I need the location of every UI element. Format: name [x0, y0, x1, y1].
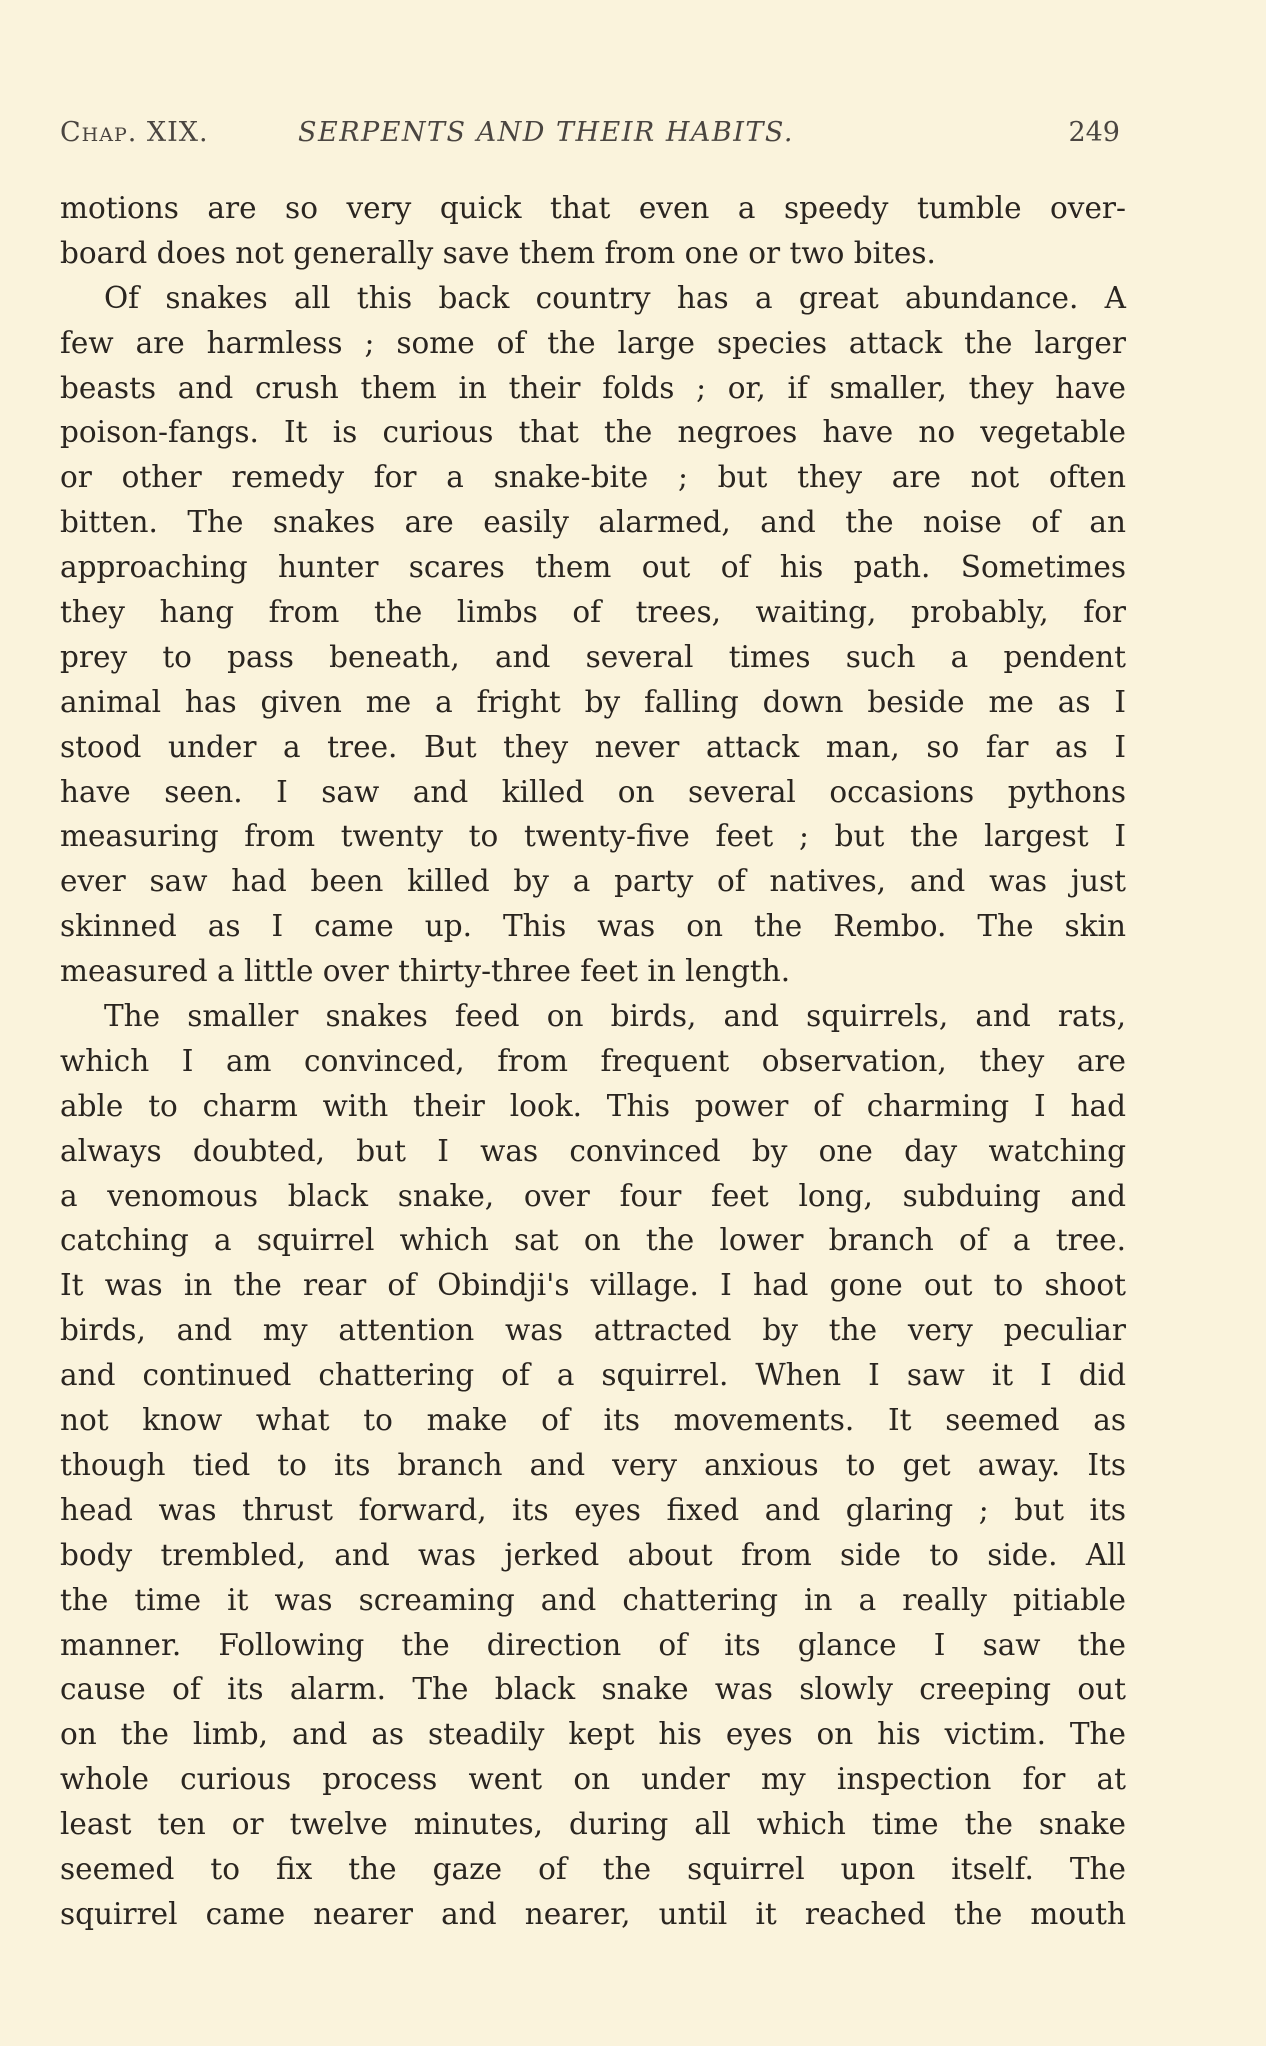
text-line: body trembled, and was jerked about from side to side. All — [60, 1537, 1126, 1572]
running-title: SERPENTS AND THEIR HABITS. — [298, 117, 794, 148]
text-line: It was in the rear of Obindji's village. I had gone out to shoot — [60, 1268, 1126, 1303]
text-line: approaching hunter scares them out of his path. Sometimes — [60, 550, 1126, 585]
text-line: Of snakes all this back country has a great abundance. A — [104, 280, 1126, 315]
text-line: or other remedy for a snake-bite ; but they are not often — [60, 460, 1126, 495]
text-line: bitten. The snakes are easily alarmed, and the noise of an — [60, 505, 1126, 540]
text-line: able to charm with their look. This power of charming I had — [60, 1088, 1126, 1123]
text-line: always doubted, but I was convinced by one day watching — [60, 1133, 1126, 1168]
text-line: beasts and crush them in their folds ; or, if smaller, they have — [60, 370, 1126, 405]
text-line: stood under a tree. But they never attack man, so far as I — [60, 729, 1126, 764]
text-line: though tied to its branch and very anxious to get away. Its — [60, 1447, 1126, 1482]
text-line: measured a little over thirty-three feet in length. — [60, 954, 791, 989]
text-line: seemed to fix the gaze of the squirrel upon itself. The — [60, 1851, 1126, 1886]
text-line: head was thrust forward, its eyes fixed and glaring ; but its — [60, 1492, 1126, 1527]
text-line: and continued chattering of a squirrel. When I saw it I did — [60, 1358, 1126, 1393]
text-line: manner. Following the direction of its glance I saw the — [60, 1627, 1126, 1662]
text-line: they hang from the limbs of trees, waiting, probably, for — [60, 595, 1126, 630]
text-line: measuring from twenty to twenty-five feet ; but the largest I — [60, 819, 1126, 854]
text-line: birds, and my attention was attracted by the very peculiar — [60, 1313, 1126, 1348]
text-line: motions are so very quick that even a speedy tumble over- — [60, 191, 1126, 225]
text-line: ever saw had been killed by a party of natives, and was just — [60, 864, 1126, 899]
text-line: a venomous black snake, over four feet long, subduing and — [60, 1178, 1126, 1213]
text-line: few are harmless ; some of the large species attack the larger — [60, 325, 1126, 360]
chapter-label: Chap. XIX. — [60, 117, 209, 148]
body-text — [60, 186, 1126, 1937]
text-line: on the limb, and as steadily kept his eyes on his victim. The — [60, 1717, 1126, 1752]
text-line: catching a squirrel which sat on the lower branch of a tree. — [60, 1223, 1126, 1258]
text-line: animal has given me a fright by falling down beside me as I — [60, 684, 1126, 719]
text-line: least ten or twelve minutes, during all which time the snake — [60, 1807, 1126, 1842]
text-line: the time it was screaming and chattering in a really pitiable — [60, 1582, 1126, 1617]
page-number: 249 — [1068, 117, 1120, 148]
text-line: skinned as I came up. This was on the Rembo. The skin — [60, 909, 1126, 944]
text-line: cause of its alarm. The black snake was slowly creeping out — [60, 1672, 1126, 1707]
text-line: The smaller snakes feed on birds, and squirrels, and rats, — [104, 999, 1126, 1034]
running-head — [60, 117, 1120, 157]
text-line: not know what to make of its movements. It seemed as — [60, 1403, 1126, 1438]
text-line: have seen. I saw and killed on several occasions pythons — [60, 774, 1126, 809]
text-line: board does not generally save them from one or two bites. — [60, 235, 936, 270]
text-line: prey to pass beneath, and several times such a pendent — [60, 639, 1126, 674]
text-line: which I am convinced, from frequent observation, they are — [60, 1043, 1126, 1078]
text-line: squirrel came nearer and nearer, until it reached the mouth — [60, 1896, 1126, 1931]
text-line: whole curious process went on under my inspection for at — [60, 1762, 1126, 1797]
text-line: poison-fangs. It is curious that the negroes have no vegetable — [60, 415, 1126, 450]
